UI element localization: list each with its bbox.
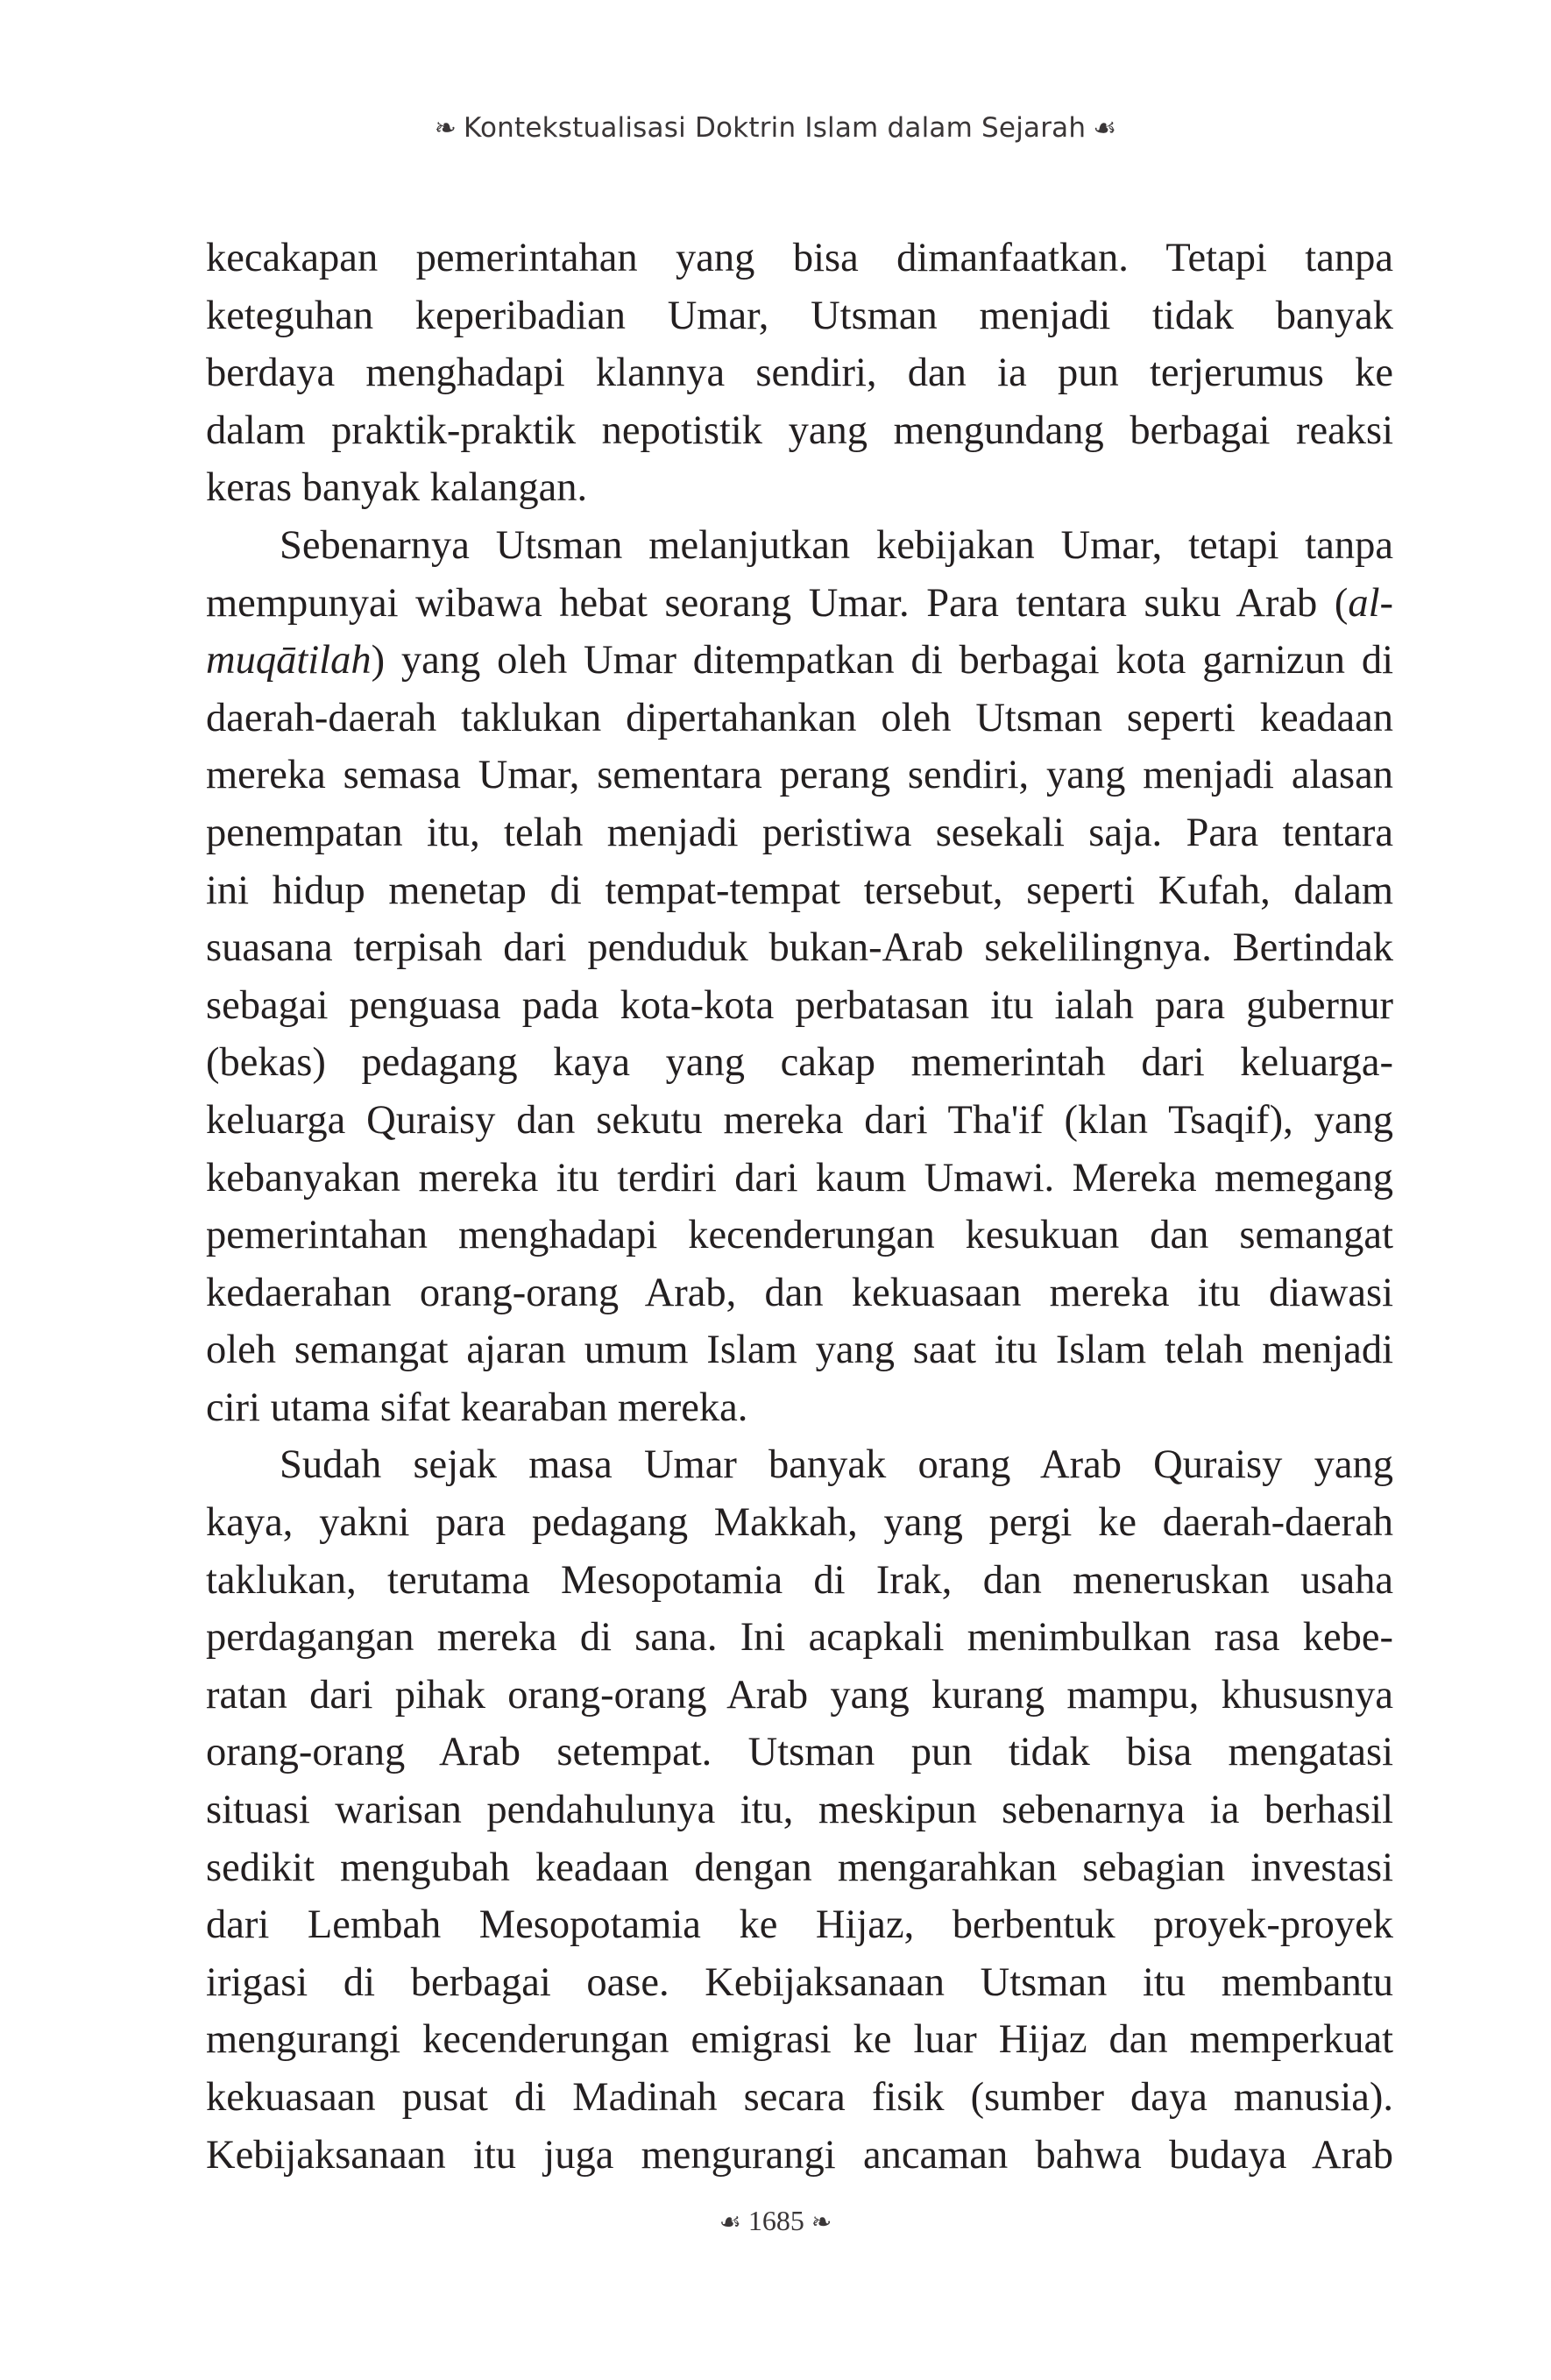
- text-line: ratan dari pihak orang-orang Arab yang kurang mampu, khususnya: [206, 1672, 1393, 1718]
- text-line: sebagai penguasa pada kota-kota perbatasan itu ialah para gubernur: [206, 982, 1393, 1028]
- text-line: kecakapan pemerintahan yang bisa dimanfaatkan. Tetapi tanpa: [206, 236, 1393, 280]
- text-line: ciri utama sifat kearaban mereka.: [206, 1385, 748, 1430]
- text-line: kekuasaan pusat di Madinah secara fisik (sumber daya manusia).: [206, 2075, 1393, 2120]
- text-line: (bekas) pedagang kaya yang cakap memerintah dari keluarga-: [206, 1040, 1393, 1086]
- text-line: keluarga Quraisy dan sekutu mereka dari Tha'if (klan Tsaqif), yang: [206, 1097, 1393, 1143]
- text-line: orang-orang Arab setempat. Utsman pun tidak bisa mengatasi: [206, 1730, 1393, 1775]
- body-text: [206, 230, 1393, 2184]
- left-fleuron-icon: ☙: [719, 2207, 741, 2236]
- text-line: [206, 575, 1393, 633]
- text-line: suasana terpisah dari penduduk bukan-Arab sekelilingnya. Bertindak: [206, 925, 1393, 971]
- text-line: mengurangi kecenderungan emigrasi ke luar Hijaz dan memperkuat: [206, 2017, 1393, 2063]
- text-line: keras banyak kalangan.: [206, 465, 588, 511]
- page-number: 1685: [747, 2205, 804, 2236]
- text-line: mereka semasa Umar, sementara perang sendiri, yang menjadi alasan: [206, 753, 1393, 798]
- text-line: Kebijaksanaan itu juga mengurangi ancaman bahwa budaya Arab: [206, 2132, 1393, 2178]
- right-fleuron-icon: ☙: [1093, 113, 1117, 144]
- text-run: ) yang oleh Umar ditempatkan di berbagai kota garnizun di: [371, 638, 1393, 684]
- text-line: oleh semangat ajaran umum Islam yang saat itu Islam telah menjadi: [206, 1328, 1393, 1373]
- header-title: Kontekstualisasi Doktrin Islam dalam Sejarah: [464, 112, 1087, 144]
- left-fleuron-icon: ❧: [434, 113, 457, 144]
- paragraph-3: [206, 1436, 1393, 2184]
- right-fleuron-icon: ❧: [811, 2207, 832, 2236]
- text-line: keteguhan keperibadian Umar, Utsman menjadi tidak banyak: [206, 293, 1393, 338]
- text-line: daerah-daerah taklukan dipertahankan oleh Utsman seperti keadaan: [206, 695, 1393, 740]
- text-run: mempunyai wibawa hebat seorang Umar. Para tentara suku Arab (: [206, 580, 1349, 626]
- text-line: dalam praktik-praktik nepotistik yang mengundang berbagai reaksi: [206, 407, 1393, 453]
- paragraph-2: [206, 517, 1393, 1437]
- text-line: dari Lembah Mesopotamia ke Hijaz, berbentuk proyek-proyek: [206, 1902, 1393, 1948]
- text-line: situasi warisan pendahulunya itu, meskipun sebenarnya ia berhasil: [206, 1788, 1393, 1833]
- text-line: berdaya menghadapi klannya sendiri, dan ia pun terjerumus ke: [206, 351, 1393, 396]
- text-line: Sudah sejak masa Umar banyak orang Arab Quraisy yang: [280, 1442, 1393, 1488]
- text-line: kedaerahan orang-orang Arab, dan kekuasaan mereka itu diawasi: [206, 1270, 1393, 1315]
- text-line: penempatan itu, telah menjadi peristiwa sesekali saja. Para tentara: [206, 810, 1393, 855]
- italic-term: al-: [1348, 580, 1393, 626]
- text-line: irigasi di berbagai oase. Kebijaksanaan Utsman itu membantu: [206, 1959, 1393, 2005]
- text-line: ini hidup menetap di tempat-tempat tersebut, seperti Kufah, dalam: [206, 868, 1393, 913]
- text-line: perdagangan mereka di sana. Ini acapkali menimbulkan rasa kebe-: [206, 1615, 1393, 1661]
- text-line: sedikit mengubah keadaan dengan mengarahkan sebagian investasi: [206, 1845, 1393, 1890]
- running-header: [0, 112, 1551, 144]
- text-line: [206, 632, 1393, 690]
- paragraph-1: [206, 230, 1393, 517]
- text-line: pemerintahan menghadapi kecenderungan kesukuan dan semangat: [206, 1213, 1393, 1258]
- text-line: kaya, yakni para pedagang Makkah, yang pergi ke daerah-daerah: [206, 1500, 1393, 1546]
- italic-term: muqātilah: [206, 638, 372, 684]
- text-line: taklukan, terutama Mesopotamia di Irak, dan meneruskan usaha: [206, 1557, 1393, 1603]
- text-line: Sebenarnya Utsman melanjutkan kebijakan Umar, tetapi tanpa: [280, 522, 1393, 568]
- text-line: kebanyakan mereka itu terdiri dari kaum Umawi. Mereka memegang: [206, 1155, 1393, 1201]
- page-footer: [0, 2205, 1551, 2237]
